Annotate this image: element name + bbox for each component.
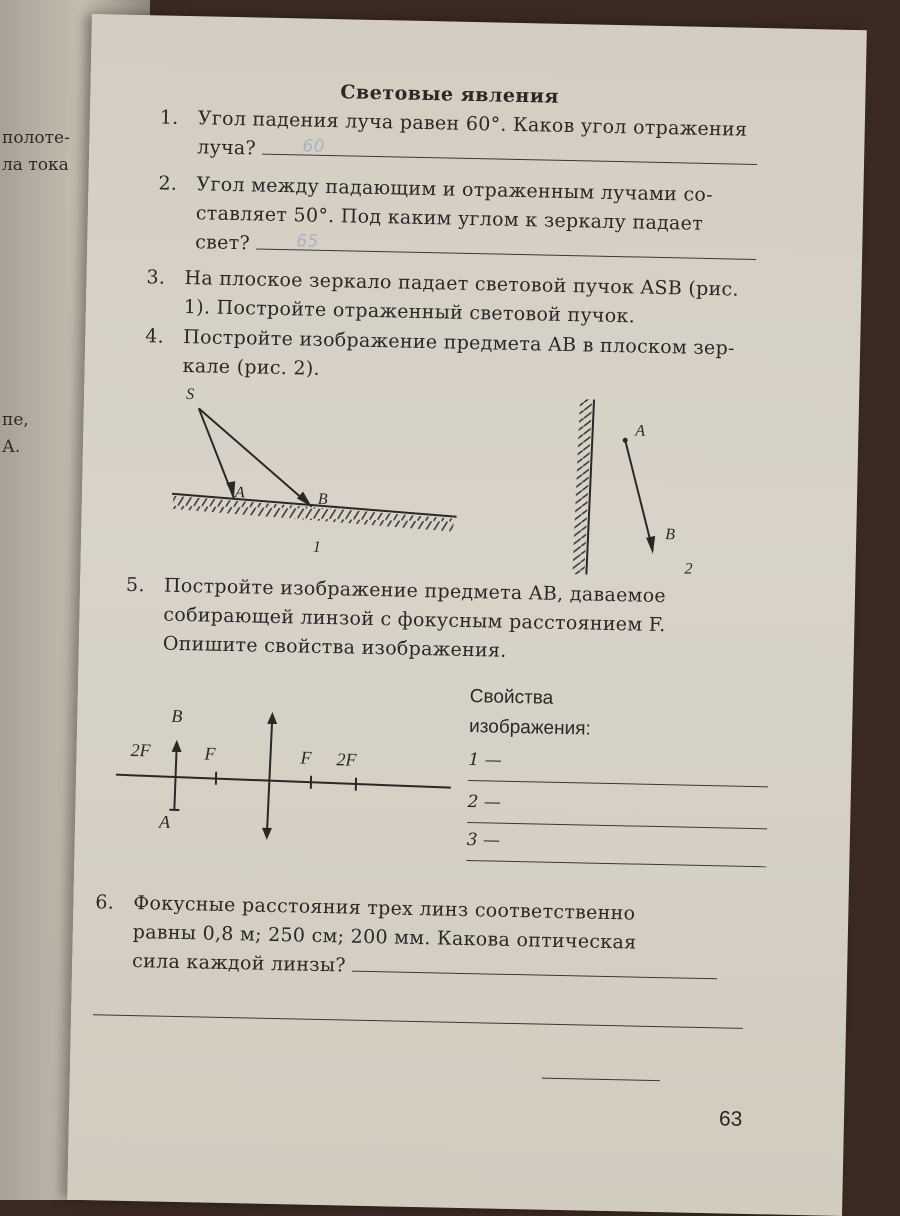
task-number: 2. — [158, 169, 177, 198]
task-number: 1. — [160, 103, 179, 132]
lens-arrow-bottom — [262, 828, 272, 840]
task-1 — [197, 104, 768, 174]
optical-axis — [116, 775, 451, 788]
object-ab — [174, 746, 176, 810]
lens-label-2f-right: 2F — [336, 749, 356, 770]
task-text-line: 1). Постройте отраженный световой пучок. — [184, 293, 784, 335]
incident-ray-sb — [197, 408, 314, 506]
figure-caption: 1 — [313, 539, 321, 557]
answer-line[interactable] — [352, 955, 717, 980]
task-text-line: Опишите свойства изображения. — [163, 630, 773, 672]
property-line[interactable]: 1 — — [468, 750, 769, 787]
handwritten-answer: 60 — [302, 132, 325, 161]
page-title: Световые явления — [340, 81, 559, 108]
task-text-line: равны 0,8 м; 250 см; 200 мм. Какова оптическая — [132, 918, 782, 961]
figure-caption: 2 — [684, 561, 692, 579]
lens-label-2f-left: 2F — [130, 740, 150, 761]
task-text-line: Угол между падающим и отраженным лучами со- — [196, 170, 776, 211]
lens-label-f-left: F — [204, 744, 215, 765]
lens-label-b: B — [171, 706, 182, 727]
object-ab — [623, 440, 655, 551]
answer-line[interactable] — [93, 1014, 743, 1029]
task-5 — [163, 572, 775, 672]
task-4 — [182, 323, 783, 394]
point-label-s: S — [186, 386, 194, 404]
left-page-text: пе, — [2, 410, 29, 430]
handwritten-answer: 65 — [296, 227, 319, 256]
point-label-b: B — [665, 526, 675, 544]
ray-arrow — [226, 481, 235, 498]
short-line — [542, 1078, 660, 1081]
point-label-a: A — [635, 422, 645, 440]
object-arrow — [172, 740, 182, 752]
point-label-b: B — [318, 491, 328, 509]
lens-arrow-top — [267, 712, 277, 724]
task-text-line: луча? — [197, 136, 256, 159]
workbook-page — [67, 14, 867, 1216]
task-text-line: сила каждой линзы? — [132, 950, 346, 976]
task-text-line: Постройте изображение предмета AB, даваемое — [164, 572, 774, 614]
task-text-line: Угол падения луча равен 60°. Каков угол отражения — [198, 104, 768, 145]
converging-lens — [267, 716, 273, 836]
page-number: 63 — [719, 1107, 743, 1131]
task-text-line: На плоское зеркало падает световой пучок ASB (рис. — [184, 264, 784, 306]
property-line[interactable]: 3 — — [466, 830, 767, 867]
mirror-hatching — [572, 399, 592, 574]
task-text-line: кале (рис. 2). — [182, 352, 782, 394]
properties-title: изображения: — [469, 712, 591, 745]
task-number: 4. — [145, 322, 164, 351]
properties-title: Свойства — [469, 682, 553, 714]
point-label-a: A — [235, 484, 245, 502]
lens-label-f-right: F — [300, 748, 311, 769]
task-text-line: ставляет 50°. Под каким углом к зеркалу падает — [196, 199, 776, 240]
task-number: 6. — [95, 888, 114, 917]
task-number: 5. — [126, 571, 145, 600]
figure-1 — [161, 386, 464, 562]
task-6 — [132, 889, 784, 990]
lens-label-a: A — [159, 812, 170, 833]
left-page-text: ла тока — [2, 155, 69, 175]
task-2 — [195, 170, 777, 269]
image-properties — [466, 682, 780, 888]
property-line[interactable]: 2 — — [467, 792, 768, 829]
task-text-line: Постройте изображение предмета AB в плоском зер- — [183, 323, 783, 365]
left-page-text: А. — [2, 437, 20, 457]
task-text-line: свет? — [195, 231, 250, 254]
object-arrow — [646, 536, 655, 554]
task-number: 3. — [146, 263, 165, 292]
task-text-line: собирающей линзой с фокусным расстоянием F. — [163, 601, 773, 643]
task-text-line: Фокусные расстояния трех линз соответственно — [133, 889, 783, 932]
left-page-text: полоте- — [2, 128, 70, 148]
